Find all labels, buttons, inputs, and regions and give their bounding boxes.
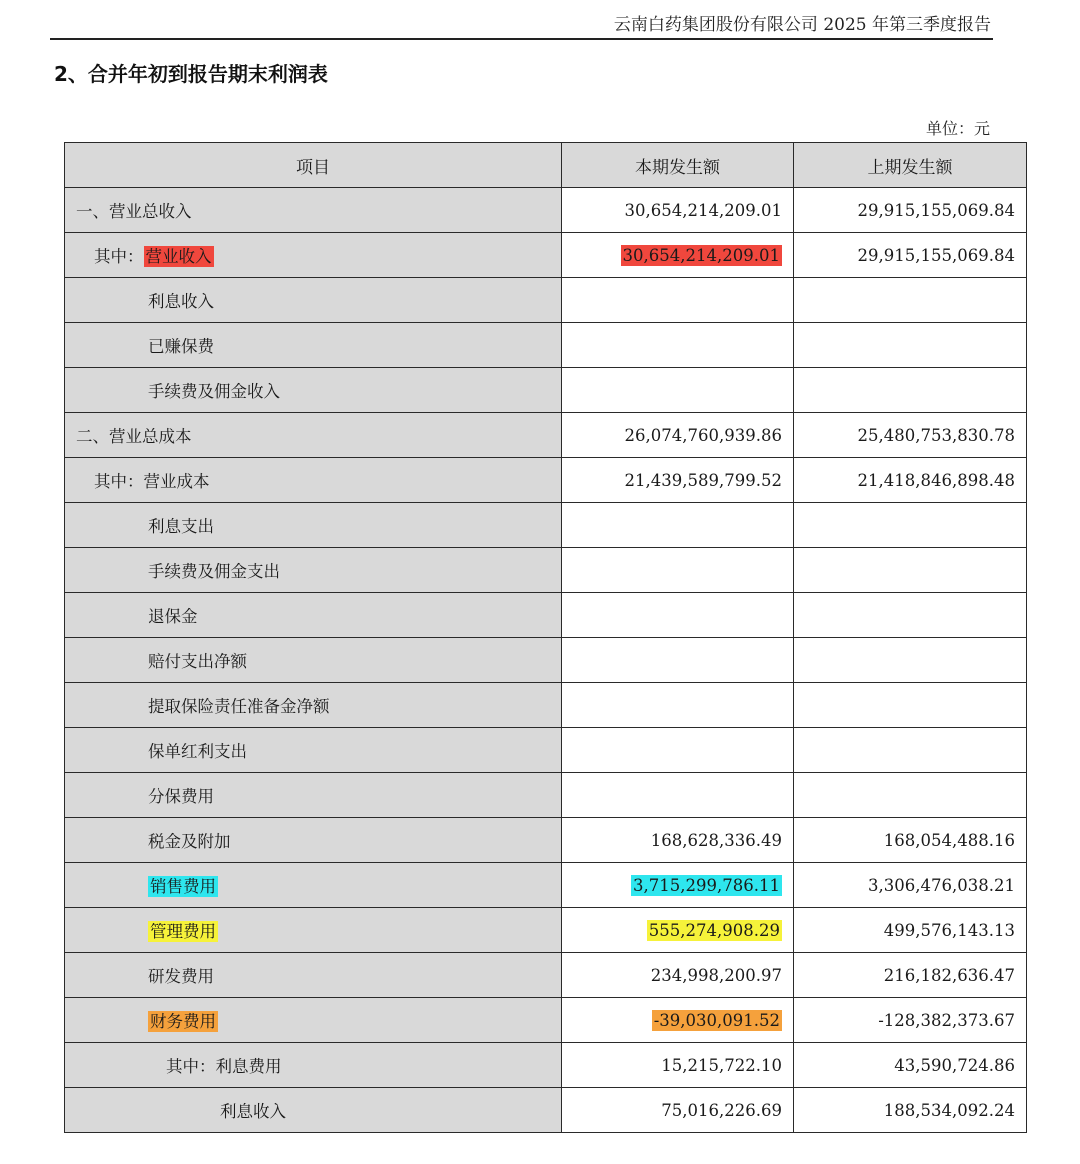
row-current-period-cell [562,323,794,368]
row-previous-period-value: 216,182,636.47 [883,965,1015,985]
row-current-period-value: 30,654,214,209.01 [624,200,782,220]
row-item-cell [65,503,562,548]
row-item-label: 提取保险责任准备金净额 [148,697,330,716]
table-row [65,548,1027,593]
row-previous-period-cell [794,773,1027,818]
table-row [65,1043,1027,1088]
table-row [65,233,1027,278]
row-item-cell [65,188,562,233]
row-previous-period-cell [794,728,1027,773]
row-previous-period-cell [794,458,1027,503]
row-item-label: 研发费用 [148,967,214,986]
row-previous-period-cell [794,1088,1027,1133]
row-previous-period-cell [794,368,1027,413]
row-item-label: 一、营业总收入 [76,202,192,221]
row-item-cell [65,638,562,683]
table-row [65,953,1027,998]
table-body [65,188,1027,1133]
row-item-label: 赔付支出净额 [148,652,247,671]
row-previous-period-value: 3,306,476,038.21 [868,875,1015,895]
table-row [65,998,1027,1043]
row-item-cell [65,413,562,458]
row-current-period-cell [562,818,794,863]
income-statement-table [64,142,1027,1133]
row-previous-period-cell [794,413,1027,458]
row-current-period-value: 168,628,336.49 [650,830,782,850]
row-item-cell [65,728,562,773]
table-row [65,908,1027,953]
table-row [65,1088,1027,1133]
row-item-cell [65,863,562,908]
row-item-label: 手续费及佣金收入 [148,382,280,401]
column-header-previous-period: 上期发生额 [794,143,1027,188]
row-item-cell [65,278,562,323]
table-row [65,818,1027,863]
row-previous-period-value: 499,576,143.13 [883,920,1015,940]
row-item-label: 保单红利支出 [148,742,247,761]
row-item-label: 利息支出 [148,517,214,536]
row-previous-period-value: -128,382,373.67 [878,1010,1015,1030]
row-item-label: 手续费及佣金支出 [148,562,280,581]
row-previous-period-cell [794,953,1027,998]
row-previous-period-cell [794,683,1027,728]
row-item-label: 税金及附加 [148,832,231,851]
row-previous-period-value: 43,590,724.86 [894,1055,1015,1075]
row-item-cell [65,953,562,998]
row-previous-period-cell [794,278,1027,323]
report-header [50,0,993,40]
row-current-period-cell [562,773,794,818]
row-item-label: 利息收入 [220,1102,286,1121]
row-previous-period-value: 25,480,753,830.78 [857,425,1015,445]
row-item-label: 营业成本 [143,472,210,491]
table-row [65,728,1027,773]
row-previous-period-cell [794,638,1027,683]
row-current-period-value: 234,998,200.97 [650,965,782,985]
row-current-period-cell [562,413,794,458]
row-previous-period-value: 21,418,846,898.48 [857,470,1015,490]
row-current-period-cell [562,638,794,683]
row-previous-period-cell [794,188,1027,233]
row-previous-period-cell [794,863,1027,908]
row-previous-period-cell [794,818,1027,863]
row-item-prefix: 其中： [166,1057,216,1076]
row-item-label: 管理费用 [150,922,216,941]
row-item-label: 已赚保费 [148,337,214,356]
row-item-label: 销售费用 [150,877,216,896]
row-item-cell [65,323,562,368]
row-current-period-value: 26,074,760,939.86 [624,425,782,445]
row-item-cell [65,1043,562,1088]
row-previous-period-cell [794,233,1027,278]
table-row [65,188,1027,233]
row-previous-period-value: 188,534,092.24 [883,1100,1015,1120]
section-title: 2、合并年初到报告期末利润表 [54,62,328,86]
row-previous-period-cell [794,1043,1027,1088]
table-header-row [65,143,1027,188]
table-row [65,458,1027,503]
row-item-cell [65,1088,562,1133]
row-current-period-cell [562,953,794,998]
row-current-period-value: 21,439,589,799.52 [624,470,782,490]
row-current-period-cell [562,998,794,1043]
row-item-label: 营业收入 [145,247,212,266]
table-row [65,503,1027,548]
row-item-cell [65,683,562,728]
unit-label: 单位：元 [925,119,990,138]
row-current-period-value: -39,030,091.52 [653,1010,780,1030]
row-current-period-cell [562,683,794,728]
row-current-period-cell [562,503,794,548]
row-item-label: 二、营业总成本 [76,427,192,446]
row-current-period-value: 3,715,299,786.11 [633,875,780,895]
row-previous-period-cell [794,998,1027,1043]
report-header-text: 云南白药集团股份有限公司 2025 年第三季度报告 [613,15,991,35]
row-item-cell [65,548,562,593]
table-row [65,593,1027,638]
row-current-period-cell [562,1088,794,1133]
row-current-period-cell [562,233,794,278]
row-item-cell [65,908,562,953]
row-current-period-cell [562,458,794,503]
row-item-prefix: 其中： [94,472,144,491]
row-current-period-cell [562,548,794,593]
row-current-period-cell [562,863,794,908]
row-current-period-value: 75,016,226.69 [661,1100,782,1120]
row-current-period-cell [562,593,794,638]
row-current-period-value: 15,215,722.10 [661,1055,782,1075]
row-item-label: 退保金 [148,607,198,626]
column-header-current-period: 本期发生额 [562,143,794,188]
row-item-cell [65,773,562,818]
row-item-cell [65,233,562,278]
row-item-cell [65,593,562,638]
table-row [65,323,1027,368]
row-previous-period-cell [794,908,1027,953]
row-current-period-cell [562,728,794,773]
row-current-period-cell [562,368,794,413]
table-row [65,773,1027,818]
table-row [65,863,1027,908]
row-previous-period-value: 29,915,155,069.84 [857,200,1015,220]
row-current-period-value: 30,654,214,209.01 [622,245,780,265]
row-item-cell [65,998,562,1043]
row-item-label: 利息费用 [215,1057,282,1076]
row-item-cell [65,458,562,503]
row-previous-period-value: 29,915,155,069.84 [857,245,1015,265]
table-row [65,368,1027,413]
row-item-cell [65,368,562,413]
row-previous-period-value: 168,054,488.16 [883,830,1015,850]
row-item-label: 分保费用 [148,787,214,806]
row-previous-period-cell [794,593,1027,638]
column-header-item: 项目 [65,143,562,188]
row-current-period-value: 555,274,908.29 [648,920,780,940]
table-row [65,278,1027,323]
row-current-period-cell [562,1043,794,1088]
row-previous-period-cell [794,323,1027,368]
row-previous-period-cell [794,548,1027,593]
row-item-label: 利息收入 [148,292,214,311]
table-row [65,683,1027,728]
row-previous-period-cell [794,503,1027,548]
table-row [65,638,1027,683]
row-item-cell [65,818,562,863]
table-row [65,413,1027,458]
row-current-period-cell [562,278,794,323]
row-current-period-cell [562,188,794,233]
row-current-period-cell [562,908,794,953]
row-item-prefix: 其中： [94,247,144,266]
row-item-label: 财务费用 [150,1012,216,1031]
income-statement-table-wrapper [64,142,1026,1133]
